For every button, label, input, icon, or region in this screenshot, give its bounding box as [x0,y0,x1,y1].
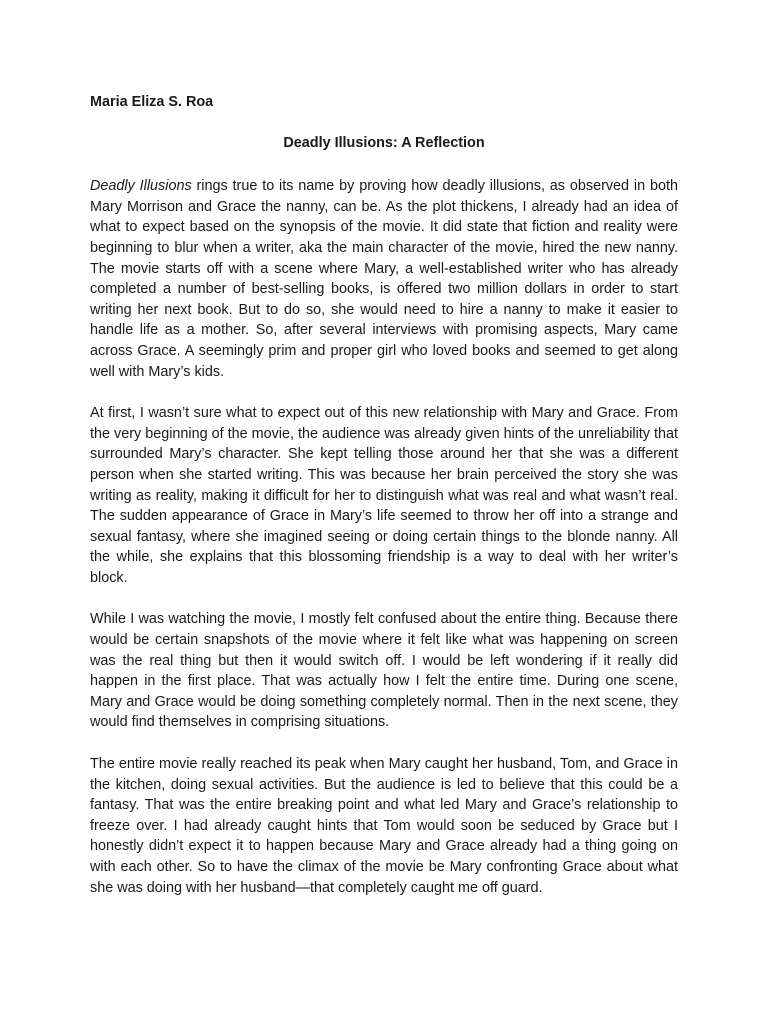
document-page [90,92,678,898]
author-name: Maria Eliza S. Roa [90,94,214,110]
paragraph-4: The entire movie really reached its peak when Mary caught her husband, Tom, and Grace in the kitchen, doing sexual activities. But the audience is led to believe that this could be a fantasy. That was the entire breaking point and what led Mary and Grace’s relationship to freeze over. I had already caught hints that Tom would soon be seduced by Grace but I honestly didn’t expect it to happen because Mary and Grace already had a thing going on with each other. So to have the climax of the movie be Mary confronting Grace about what she was doing with her husband—that completely caught me off guard. [90,756,678,896]
paragraph-1-text: rings true to its name by proving how deadly illusions, as observed in both Mary Morrison and Grace the nanny, can be. As the plot thickens, I already had an idea of what to expect based on the synopsis of the movie. It did state that fiction and reality were beginning to blur when a writer, aka the main character of the movie, hired the new nanny. The movie starts off with a scene where Mary, a well-established writer who has already completed a number of best-selling books, is offered two million dollars in order to start writing her next book. But to do so, she would need to hire a nanny to make it easier to handle life as a mother. So, after several interviews with promising aspects, Mary came across Grace. A seemingly prim and proper girl who loved books and seemed to get along well with Mary’s kids. [90,178,678,380]
paragraph-2: At first, I wasn’t sure what to expect out of this new relationship with Mary and Grace. From the very beginning of the movie, the audience was already given hints of the unreliability that surrounded Mary’s character. She kept telling those around her that she was a different person when she started writing. This was because her brain perceived the story she was writing as reality, making it difficult for her to distinguish what was real and what wasn’t real. The sudden appearance of Grace in Mary’s life seemed to throw her off into a strange and sexual fantasy, where she imagined seeing or doing certain things to the blonde nanny. All the while, she explains that this blossoming friendship is a way to deal with her writer’s block. [90,405,678,586]
paragraph-1 [90,176,678,382]
document-title: Deadly Illusions: A Reflection [283,134,485,151]
paragraph-3: While I was watching the movie, I mostly felt confused about the entire thing. Because there would be certain snapshots of the movie where it felt like what was happening on screen was the real thing but then it would switch off. I would be left wondering if it really did happen in the first place. That was actually how I felt the entire time. During one scene, Mary and Grace would be doing something completely normal. Then in the next scene, they would find themselves in comprising situations. [90,611,678,731]
movie-title-italic: Deadly Illusions [90,178,192,195]
